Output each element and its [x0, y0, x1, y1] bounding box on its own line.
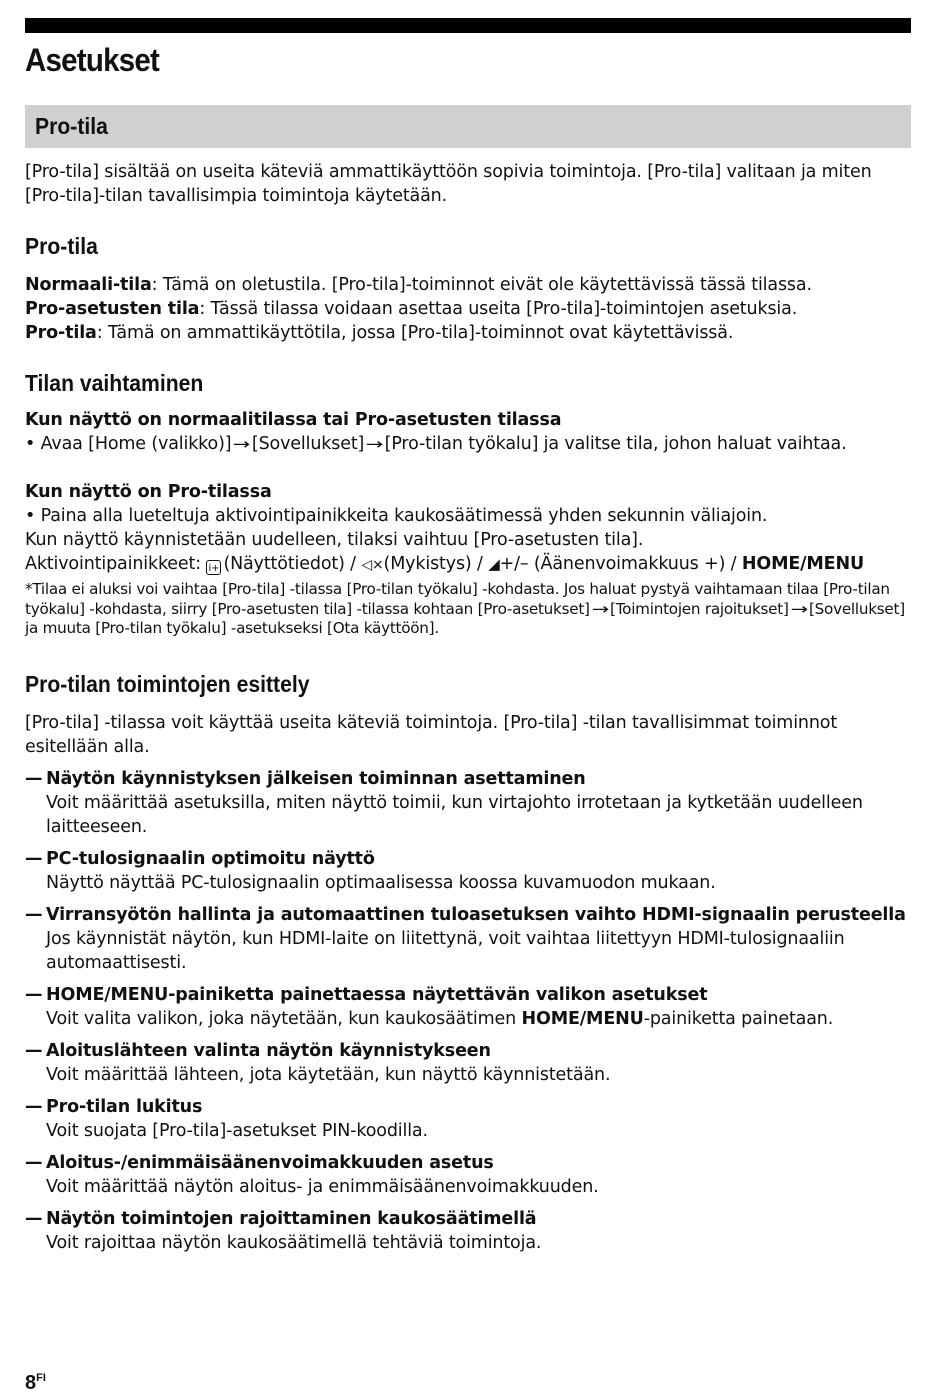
feature-item — [25, 1039, 911, 1087]
section-band — [25, 105, 911, 148]
feature-desc: Voit rajoittaa näytön kaukosäätimellä tehtäviä toimintoja. — [46, 1232, 542, 1253]
dash-bullet: — — [25, 1096, 43, 1117]
features-list — [25, 767, 911, 1255]
feature-desc: Voit määrittää lähteen, jota käytetään, kun näyttö käynnistetään. — [46, 1064, 611, 1085]
language-code: FI — [36, 1372, 46, 1384]
mute-icon: ◁× — [361, 557, 384, 573]
feature-item — [25, 767, 911, 839]
button-home-menu: HOME/MENU — [741, 554, 865, 574]
feature-title-row — [25, 903, 911, 927]
feature-desc: Voit määrittää asetuksilla, miten näyttö toimii, kun virtajohto irrotetaan ja kytketään uudelleen laitteeseen. — [46, 792, 863, 837]
mode-term: Pro-asetusten tila — [25, 299, 200, 319]
mode-term: Pro-tila — [25, 323, 97, 343]
feature-desc: Näyttö näyttää PC-tulosignaalin optimaalisessa koossa kuvamuodon mukaan. — [46, 872, 716, 893]
dash-bullet: — — [25, 904, 43, 925]
pro-mode-heading: Kun näyttö on Pro-tilassa — [25, 482, 272, 502]
modes-heading: Pro-tila — [25, 233, 98, 259]
dash-bullet: — — [25, 1152, 43, 1173]
feature-item — [25, 847, 911, 895]
feature-title-row — [25, 1039, 911, 1063]
normal-mode-heading: Kun näyttö on normaalitilassa tai Pro-asetusten tilassa — [25, 410, 562, 430]
footnote-part1: *Tilaa ei aluksi voi vaihtaa [Pro-tila] -tilassa [Pro-tilan työkalu] -kohdasta. Jos haluat pystyä vaihtamaan tilaa [Pro-tilan työkalu] -kohdasta, siirry [Pro-asetusten tila] -tilassa kohtaan [Pro-asetukset] — [25, 580, 890, 618]
feature-title-row — [25, 1095, 911, 1119]
feature-item — [25, 983, 911, 1031]
dash-bullet: — — [25, 1040, 43, 1061]
mode-desc: : Tässä tilassa voidaan asettaa useita [Pro-tila]-toimintojen asetuksia. — [199, 299, 798, 319]
page-number-value: 8 — [25, 1372, 37, 1394]
feature-title: Aloitus-/enimmäisäänenvoimakkuuden asetus — [46, 1152, 494, 1173]
feature-desc — [25, 1007, 911, 1031]
step-prefix: • Avaa [Home (valikko)] — [25, 434, 232, 454]
feature-item — [25, 903, 911, 975]
feature-title: Aloituslähteen valinta näytön käynnistykseen — [46, 1040, 491, 1061]
features-intro: [Pro-tila] -tilassa voit käyttää useita käteviä toimintoja. [Pro-tila] -tilan tavallisimmat toiminnot esitellään alla. — [25, 712, 838, 757]
feature-title: Pro-tilan lukitus — [46, 1096, 203, 1117]
page — [25, 18, 911, 1255]
activation-buttons — [25, 552, 911, 577]
dash-bullet: — — [25, 848, 43, 869]
arrow-right-icon: → — [232, 435, 251, 453]
mode-item — [25, 321, 911, 345]
feature-item — [25, 1151, 911, 1199]
modes-list — [25, 273, 911, 345]
page-number — [25, 1372, 46, 1395]
mode-desc: : Tämä on ammattikäyttötila, jossa [Pro-tila]-toiminnot ovat käytettävissä. — [96, 323, 734, 343]
feature-item — [25, 1095, 911, 1143]
footnote — [25, 580, 911, 639]
dash-bullet: — — [25, 1208, 43, 1229]
feature-title: HOME/MENU-painiketta painettaessa näytettävän valikon asetukset — [46, 984, 708, 1005]
step-mid: [Sovellukset] — [251, 434, 365, 454]
feature-desc: Voit suojata [Pro-tila]-asetukset PIN-koodilla. — [46, 1120, 428, 1141]
footnote-part2: [Toimintojen rajoitukset] — [610, 599, 789, 618]
top-rule — [25, 18, 911, 33]
feature-item — [25, 1207, 911, 1255]
feature-title-row — [25, 767, 911, 791]
feature-desc: Voit määrittää näytön aloitus- ja enimmäisäänenvoimakkuuden. — [46, 1176, 599, 1197]
feature-title: Virransyötön hallinta ja automaattinen tuloasetuksen vaihto HDMI-signaalin perusteella — [46, 904, 906, 925]
feature-desc: Jos käynnistät näytön, kun HDMI-laite on liitettynä, voit vaihtaa liitettyyn HDMI-tulosignaaliin automaattisesti. — [46, 928, 845, 973]
mode-item — [25, 273, 911, 297]
arrow-right-icon: → — [591, 599, 609, 618]
mode-desc: : Tämä on oletustila. [Pro-tila]-toiminnot eivät ole käytettävissä tässä tilassa. — [151, 275, 812, 295]
feature-title-row — [25, 1151, 911, 1175]
feature-desc-bold: HOME/MENU — [521, 1008, 644, 1029]
feature-title: Näytön käynnistyksen jälkeisen toiminnan asettaminen — [46, 768, 586, 789]
feature-desc-pre: Voit valita valikon, joka näytetään, kun kaukosäätimen — [46, 1008, 522, 1029]
section-title: Pro-tila — [35, 113, 108, 139]
button-mute: (Mykistys) / — [383, 554, 483, 574]
dash-bullet: — — [25, 984, 43, 1005]
feature-title-row — [25, 847, 911, 871]
button-volume: +/– (Äänenvoimakkuus +) / — [499, 554, 737, 574]
normal-mode-step — [25, 432, 911, 456]
feature-title-row — [25, 1207, 911, 1231]
mode-term: Normaali-tila — [25, 275, 152, 295]
pro-mode-line1: • Paina alla lueteltuja aktivointipainikkeita kaukosäätimessä yhden sekunnin väliajoin. — [25, 506, 768, 526]
dash-bullet: — — [25, 768, 43, 789]
feature-title: PC-tulosignaalin optimoitu näyttö — [46, 848, 375, 869]
mode-item — [25, 297, 911, 321]
buttons-label: Aktivointipainikkeet: — [25, 554, 202, 574]
feature-title: Näytön toimintojen rajoittaminen kaukosäätimellä — [46, 1208, 537, 1229]
display-info-icon: i+ — [206, 560, 221, 575]
features-heading: Pro-tilan toimintojen esittely — [25, 670, 310, 697]
page-title: Asetukset — [25, 42, 160, 78]
feature-title-row — [25, 983, 911, 1007]
step-suffix: [Pro-tilan työkalu] ja valitse tila, johon haluat vaihtaa. — [384, 434, 847, 454]
section-intro: [Pro-tila] sisältää on useita käteviä ammattikäyttöön sopivia toimintoja. [Pro-tila] valitaan ja miten [Pro-tila]-tilan tavallisimpia toimintoja käytetään. — [25, 162, 872, 206]
switching-heading: Tilan vaihtaminen — [25, 370, 204, 396]
footnote-part3: [Sovellukset] ja muuta [Pro-tilan työkalu] -asetukseksi [Ota käyttöön]. — [25, 599, 905, 637]
volume-icon: ◢ — [488, 555, 500, 573]
arrow-right-icon: → — [365, 435, 384, 453]
button-display-info: (Näyttötiedot) / — [223, 554, 356, 574]
pro-mode-line2: Kun näyttö käynnistetään uudelleen, tilaksi vaihtuu [Pro-asetusten tila]. — [25, 530, 644, 550]
arrow-right-icon: → — [790, 599, 808, 618]
feature-desc-post: -painiketta painetaan. — [643, 1008, 834, 1029]
